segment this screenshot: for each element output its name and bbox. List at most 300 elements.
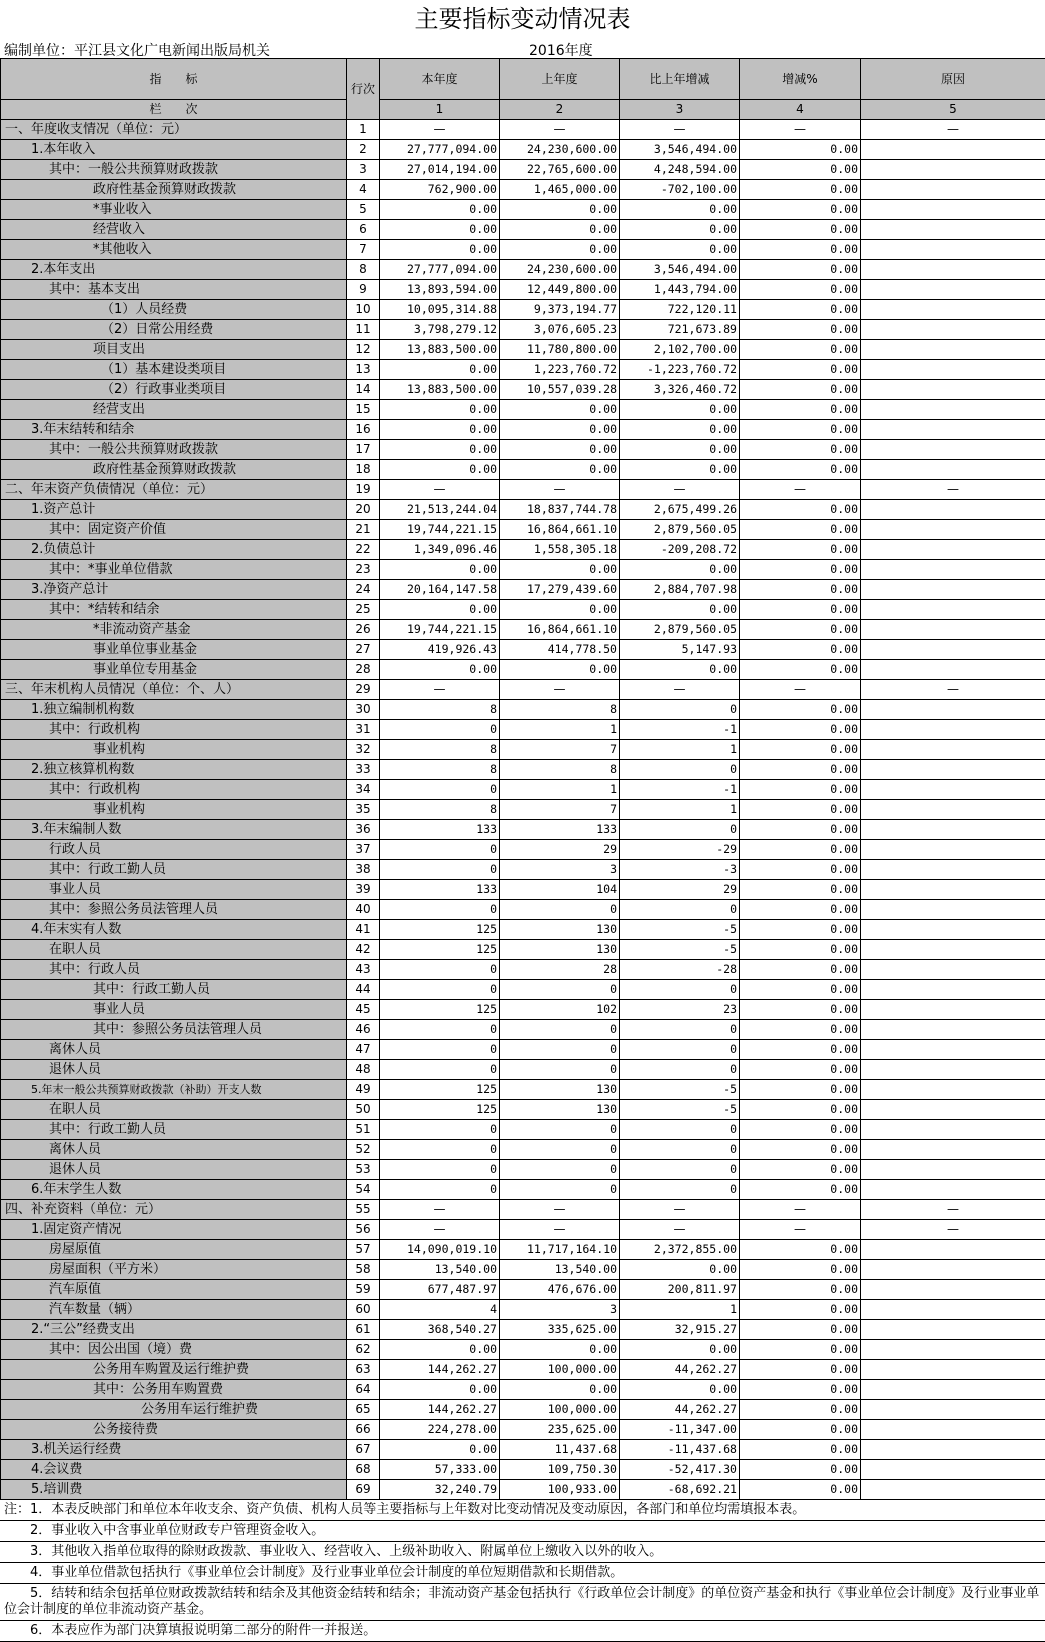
table-row (1, 680, 1045, 700)
cell-change: 722,120.11 (620, 300, 740, 320)
cell-change: -1 (620, 720, 740, 740)
table-row (1, 740, 1045, 760)
table-row (1, 320, 1045, 340)
table-row (1, 620, 1045, 640)
cell-change-percent: 0.00 (740, 1260, 861, 1280)
cell-reason (861, 500, 1045, 520)
cell-change-percent: 0.00 (740, 880, 861, 900)
cell-change: 2,372,855.00 (620, 1240, 740, 1260)
table-row (1, 1360, 1045, 1380)
table-row (1, 1000, 1045, 1020)
cell-current-year: 13,540.00 (380, 1260, 500, 1280)
cell-current-year: 19,744,221.15 (380, 620, 500, 640)
cell-change-percent: 0.00 (740, 220, 861, 240)
cell-previous-year: 104 (500, 880, 620, 900)
cell-change-percent: 0.00 (740, 860, 861, 880)
cell-change: 3,546,494.00 (620, 140, 740, 160)
note-line: 5．结转和结余包括单位财政拨款结转和结余及其他资金结转和结余；非流动资产基金包括执行《行政单位会计制度》的单位资产基金和执行《事业单位会计制度》及行业事业单位会计制度的单位非流动资产基金。 (0, 1584, 1045, 1621)
cell-change-percent: 0.00 (740, 1360, 861, 1380)
cell-current-year: 0.00 (380, 420, 500, 440)
header-pct: 增减% (740, 59, 861, 100)
cell-change-percent: 0.00 (740, 1020, 861, 1040)
cell-change: -1 (620, 780, 740, 800)
row-number: 11 (347, 320, 380, 340)
row-number: 52 (347, 1140, 380, 1160)
row-label: （2）行政事业类项目 (1, 380, 347, 400)
cell-previous-year: 28 (500, 960, 620, 980)
table-row (1, 820, 1045, 840)
row-label: 2.负债总计 (1, 540, 347, 560)
cell-change-percent: 0.00 (740, 740, 861, 760)
row-label: 事业人员 (1, 1000, 347, 1020)
cell-reason (861, 1160, 1045, 1180)
table-row (1, 560, 1045, 580)
cell-change-percent: — (740, 1220, 861, 1240)
row-label: 其中：参照公务员法管理人员 (1, 1020, 347, 1040)
table-row (1, 1440, 1045, 1460)
cell-previous-year: 1,558,305.18 (500, 540, 620, 560)
header-reason: 原因 (861, 59, 1045, 100)
row-number: 65 (347, 1400, 380, 1420)
row-number: 40 (347, 900, 380, 920)
cell-current-year: 125 (380, 940, 500, 960)
table-row (1, 840, 1045, 860)
row-number: 55 (347, 1200, 380, 1220)
cell-reason (861, 520, 1045, 540)
cell-previous-year: — (500, 1200, 620, 1220)
cell-previous-year: 11,717,164.10 (500, 1240, 620, 1260)
row-label: 5.年末一般公共预算财政拨款（补助）开支人数 (1, 1080, 347, 1100)
row-number: 3 (347, 160, 380, 180)
table-row (1, 660, 1045, 680)
cell-change: 2,102,700.00 (620, 340, 740, 360)
cell-current-year: 0.00 (380, 440, 500, 460)
cell-previous-year: 0.00 (500, 220, 620, 240)
row-label: 事业机构 (1, 800, 347, 820)
cell-current-year: 10,095,314.88 (380, 300, 500, 320)
cell-previous-year: — (500, 480, 620, 500)
row-number: 68 (347, 1460, 380, 1480)
table-row (1, 260, 1045, 280)
table-row (1, 420, 1045, 440)
cell-change: 0.00 (620, 1260, 740, 1280)
cell-previous-year: 1 (500, 780, 620, 800)
cell-change: — (620, 680, 740, 700)
row-number: 4 (347, 180, 380, 200)
cell-current-year: 144,262.27 (380, 1400, 500, 1420)
cell-current-year: 4 (380, 1300, 500, 1320)
table-row (1, 1220, 1045, 1240)
table-row (1, 1160, 1045, 1180)
cell-previous-year: 9,373,194.77 (500, 300, 620, 320)
row-number: 66 (347, 1420, 380, 1440)
note-line: 6．本表应作为部门决算填报说明第二部分的附件一并报送。 (0, 1621, 1045, 1642)
row-label: （1）基本建设类项目 (1, 360, 347, 380)
cell-change: 0 (620, 1040, 740, 1060)
table-row (1, 400, 1045, 420)
row-label: 经营支出 (1, 400, 347, 420)
row-label: 其中：一般公共预算财政拨款 (1, 160, 347, 180)
row-label: 其中：固定资产价值 (1, 520, 347, 540)
cell-reason (861, 280, 1045, 300)
row-label: 1.独立编制机构数 (1, 700, 347, 720)
cell-change-percent: 0.00 (740, 520, 861, 540)
row-label: 4.年末实有人数 (1, 920, 347, 940)
cell-current-year: 0 (380, 960, 500, 980)
cell-reason (861, 800, 1045, 820)
notes (0, 1500, 1045, 1642)
cell-change: 1,443,794.00 (620, 280, 740, 300)
cell-current-year: 14,090,019.10 (380, 1240, 500, 1260)
row-label: 3.净资产总计 (1, 580, 347, 600)
cell-change: -3 (620, 860, 740, 880)
row-number: 13 (347, 360, 380, 380)
cell-previous-year: 0.00 (500, 440, 620, 460)
row-label: （2）日常公用经费 (1, 320, 347, 340)
table-row (1, 1100, 1045, 1120)
cell-change: -209,208.72 (620, 540, 740, 560)
cell-reason (861, 400, 1045, 420)
cell-change-percent: 0.00 (740, 1400, 861, 1420)
cell-reason (861, 460, 1045, 480)
cell-reason (861, 720, 1045, 740)
cell-reason (861, 700, 1045, 720)
table-row (1, 1460, 1045, 1480)
cell-change: 0 (620, 980, 740, 1000)
row-number: 38 (347, 860, 380, 880)
cell-current-year: 0.00 (380, 600, 500, 620)
row-label: 政府性基金预算财政拨款 (1, 180, 347, 200)
cell-reason (861, 220, 1045, 240)
row-number: 22 (347, 540, 380, 560)
cell-current-year: 133 (380, 880, 500, 900)
table-row (1, 880, 1045, 900)
cell-change: 721,673.89 (620, 320, 740, 340)
cell-change: 0 (620, 1120, 740, 1140)
row-number: 8 (347, 260, 380, 280)
cell-change-percent: 0.00 (740, 1340, 861, 1360)
table-row (1, 1240, 1045, 1260)
col-num-4: 4 (740, 100, 861, 120)
row-number: 35 (347, 800, 380, 820)
row-label: 4.会议费 (1, 1460, 347, 1480)
cell-change: -5 (620, 1100, 740, 1120)
row-label: 项目支出 (1, 340, 347, 360)
row-label: 其中：行政工勤人员 (1, 980, 347, 1000)
cell-current-year: 8 (380, 700, 500, 720)
cell-previous-year: 0.00 (500, 200, 620, 220)
cell-reason (861, 600, 1045, 620)
cell-current-year: 27,014,194.00 (380, 160, 500, 180)
row-number: 61 (347, 1320, 380, 1340)
cell-previous-year: 1,223,760.72 (500, 360, 620, 380)
row-number: 43 (347, 960, 380, 980)
table-row (1, 340, 1045, 360)
cell-previous-year: 0.00 (500, 600, 620, 620)
cell-change: 200,811.97 (620, 1280, 740, 1300)
header-prev: 上年度 (500, 59, 620, 100)
cell-change-percent: 0.00 (740, 1440, 861, 1460)
row-number: 29 (347, 680, 380, 700)
cell-change-percent: 0.00 (740, 1480, 861, 1500)
cell-change-percent: 0.00 (740, 920, 861, 940)
cell-current-year: — (380, 480, 500, 500)
note-line: 注：1．本表反映部门和单位本年收支余、资产负债、机构人员等主要指标与上年数对比变动情况及变动原因，各部门和单位均需填报本表。 (0, 1500, 1045, 1521)
cell-reason (861, 1240, 1045, 1260)
cell-reason (861, 1340, 1045, 1360)
cell-previous-year: 235,625.00 (500, 1420, 620, 1440)
table-row (1, 1380, 1045, 1400)
row-number: 20 (347, 500, 380, 520)
row-number: 16 (347, 420, 380, 440)
cell-reason (861, 760, 1045, 780)
cell-reason (861, 940, 1045, 960)
cell-previous-year: 24,230,600.00 (500, 260, 620, 280)
cell-change: 0 (620, 760, 740, 780)
cell-current-year: 0 (380, 840, 500, 860)
row-label: 三、年末机构人员情况（单位：个、人） (1, 680, 347, 700)
cell-change: 2,884,707.98 (620, 580, 740, 600)
cell-change-percent: 0.00 (740, 240, 861, 260)
cell-reason (861, 740, 1045, 760)
row-number: 39 (347, 880, 380, 900)
row-label: （1）人员经费 (1, 300, 347, 320)
row-label: 房屋原值 (1, 1240, 347, 1260)
table-row (1, 800, 1045, 820)
cell-previous-year: 100,933.00 (500, 1480, 620, 1500)
row-number: 15 (347, 400, 380, 420)
cell-reason (861, 840, 1045, 860)
cell-current-year: 0.00 (380, 1380, 500, 1400)
cell-current-year: 419,926.43 (380, 640, 500, 660)
row-label: 其中：行政机构 (1, 720, 347, 740)
cell-current-year: 144,262.27 (380, 1360, 500, 1380)
cell-change-percent: — (740, 1200, 861, 1220)
cell-change: 2,879,560.05 (620, 620, 740, 640)
cell-change: -29 (620, 840, 740, 860)
cell-previous-year: 0 (500, 1160, 620, 1180)
cell-change-percent: 0.00 (740, 280, 861, 300)
cell-change: — (620, 120, 740, 140)
cell-current-year: 0 (380, 900, 500, 920)
cell-change-percent: 0.00 (740, 380, 861, 400)
row-label: 3.机关运行经费 (1, 1440, 347, 1460)
cell-change-percent: 0.00 (740, 360, 861, 380)
cell-current-year: 0 (380, 780, 500, 800)
row-number: 26 (347, 620, 380, 640)
table-row (1, 640, 1045, 660)
cell-change: 4,248,594.00 (620, 160, 740, 180)
cell-change-percent: 0.00 (740, 720, 861, 740)
table-row (1, 360, 1045, 380)
cell-previous-year: — (500, 120, 620, 140)
cell-change-percent: 0.00 (740, 1420, 861, 1440)
header-rowno: 行次 (347, 59, 380, 120)
table-row (1, 1180, 1045, 1200)
cell-previous-year: 12,449,800.00 (500, 280, 620, 300)
cell-change: -52,417.30 (620, 1460, 740, 1480)
cell-current-year: 0 (380, 1060, 500, 1080)
cell-reason (861, 960, 1045, 980)
cell-reason (861, 880, 1045, 900)
cell-previous-year: — (500, 1220, 620, 1240)
cell-current-year: 0 (380, 1160, 500, 1180)
cell-change-percent: 0.00 (740, 1000, 861, 1020)
row-label: 公务接待费 (1, 1420, 347, 1440)
row-label: 其中：行政机构 (1, 780, 347, 800)
row-number: 41 (347, 920, 380, 940)
cell-change: 29 (620, 880, 740, 900)
cell-reason (861, 1380, 1045, 1400)
cell-change: 0.00 (620, 200, 740, 220)
table-row (1, 1200, 1045, 1220)
cell-previous-year: 102 (500, 1000, 620, 1020)
cell-reason (861, 1420, 1045, 1440)
cell-change-percent: 0.00 (740, 1060, 861, 1080)
row-label: 1.固定资产情况 (1, 1220, 347, 1240)
cell-change: 0.00 (620, 1380, 740, 1400)
cell-previous-year: 100,000.00 (500, 1400, 620, 1420)
cell-change-percent: 0.00 (740, 1120, 861, 1140)
table-row (1, 520, 1045, 540)
row-number: 59 (347, 1280, 380, 1300)
table-row (1, 460, 1045, 480)
cell-change: — (620, 1200, 740, 1220)
cell-change: 1 (620, 740, 740, 760)
cell-reason (861, 860, 1045, 880)
cell-change: -5 (620, 940, 740, 960)
cell-previous-year: 10,557,039.28 (500, 380, 620, 400)
cell-change-percent: 0.00 (740, 340, 861, 360)
row-label: 离休人员 (1, 1040, 347, 1060)
cell-change: 0 (620, 1160, 740, 1180)
table-row (1, 1420, 1045, 1440)
cell-previous-year: 1,465,000.00 (500, 180, 620, 200)
row-label: 3.年末结转和结余 (1, 420, 347, 440)
cell-reason (861, 560, 1045, 580)
cell-reason (861, 1460, 1045, 1480)
row-number: 64 (347, 1380, 380, 1400)
col-num-3: 3 (620, 100, 740, 120)
row-label: 其中：行政工勤人员 (1, 1120, 347, 1140)
cell-reason (861, 160, 1045, 180)
row-label: 退休人员 (1, 1160, 347, 1180)
cell-change: 44,262.27 (620, 1400, 740, 1420)
cell-reason (861, 360, 1045, 380)
cell-change: 0.00 (620, 460, 740, 480)
cell-change-percent: 0.00 (740, 800, 861, 820)
cell-current-year: 0 (380, 1020, 500, 1040)
cell-change: 0.00 (620, 1340, 740, 1360)
row-label: 5.培训费 (1, 1480, 347, 1500)
cell-current-year: 0.00 (380, 560, 500, 580)
row-number: 53 (347, 1160, 380, 1180)
cell-previous-year: 8 (500, 700, 620, 720)
row-label: 其中：*事业单位借款 (1, 560, 347, 580)
row-number: 19 (347, 480, 380, 500)
cell-current-year: 27,777,094.00 (380, 140, 500, 160)
cell-change-percent: 0.00 (740, 300, 861, 320)
cell-change: 0.00 (620, 440, 740, 460)
table-row (1, 760, 1045, 780)
cell-change-percent: 0.00 (740, 1320, 861, 1340)
row-number: 32 (347, 740, 380, 760)
cell-previous-year: 0 (500, 1060, 620, 1080)
cell-reason (861, 1180, 1045, 1200)
cell-reason (861, 1100, 1045, 1120)
cell-previous-year: 3,076,605.23 (500, 320, 620, 340)
cell-current-year: 13,883,500.00 (380, 380, 500, 400)
table-row (1, 160, 1045, 180)
row-label: 其中：因公出国（境）费 (1, 1340, 347, 1360)
cell-change: 0 (620, 1020, 740, 1040)
cell-change-percent: 0.00 (740, 620, 861, 640)
table-row (1, 140, 1045, 160)
row-label: 2.本年支出 (1, 260, 347, 280)
cell-previous-year: 3 (500, 1300, 620, 1320)
cell-current-year: 762,900.00 (380, 180, 500, 200)
table-row (1, 1260, 1045, 1280)
cell-reason (861, 920, 1045, 940)
row-label: 事业单位专用基金 (1, 660, 347, 680)
cell-change-percent: 0.00 (740, 420, 861, 440)
row-label: 3.年末编制人数 (1, 820, 347, 840)
cell-reason (861, 1480, 1045, 1500)
cell-current-year: 21,513,244.04 (380, 500, 500, 520)
cell-change-percent: 0.00 (740, 1280, 861, 1300)
table-row (1, 440, 1045, 460)
row-number: 6 (347, 220, 380, 240)
col-num-2: 2 (500, 100, 620, 120)
cell-change-percent: 0.00 (740, 1300, 861, 1320)
cell-reason (861, 1280, 1045, 1300)
row-number: 18 (347, 460, 380, 480)
cell-change-percent: 0.00 (740, 660, 861, 680)
cell-reason (861, 820, 1045, 840)
cell-change-percent: 0.00 (740, 780, 861, 800)
row-label: 政府性基金预算财政拨款 (1, 460, 347, 480)
cell-change: 0 (620, 1140, 740, 1160)
cell-previous-year: — (500, 680, 620, 700)
cell-reason (861, 1020, 1045, 1040)
cell-change-percent: 0.00 (740, 180, 861, 200)
cell-change-percent: 0.00 (740, 1080, 861, 1100)
header-row (1, 59, 1045, 100)
cell-reason (861, 1140, 1045, 1160)
row-number: 42 (347, 940, 380, 960)
cell-reason (861, 1000, 1045, 1020)
table-row (1, 1280, 1045, 1300)
cell-previous-year: 0 (500, 1040, 620, 1060)
cell-current-year: 125 (380, 920, 500, 940)
table-row (1, 1340, 1045, 1360)
row-number: 31 (347, 720, 380, 740)
table-row (1, 1120, 1045, 1140)
row-number: 46 (347, 1020, 380, 1040)
row-number: 49 (347, 1080, 380, 1100)
row-label: 行政人员 (1, 840, 347, 860)
cell-reason (861, 1400, 1045, 1420)
row-number: 36 (347, 820, 380, 840)
table-row (1, 1080, 1045, 1100)
cell-reason: — (861, 1220, 1045, 1240)
row-number: 45 (347, 1000, 380, 1020)
cell-change-percent: — (740, 680, 861, 700)
cell-current-year: 0 (380, 1120, 500, 1140)
row-label: 2.独立核算机构数 (1, 760, 347, 780)
cell-change-percent: 0.00 (740, 400, 861, 420)
cell-current-year: 27,777,094.00 (380, 260, 500, 280)
